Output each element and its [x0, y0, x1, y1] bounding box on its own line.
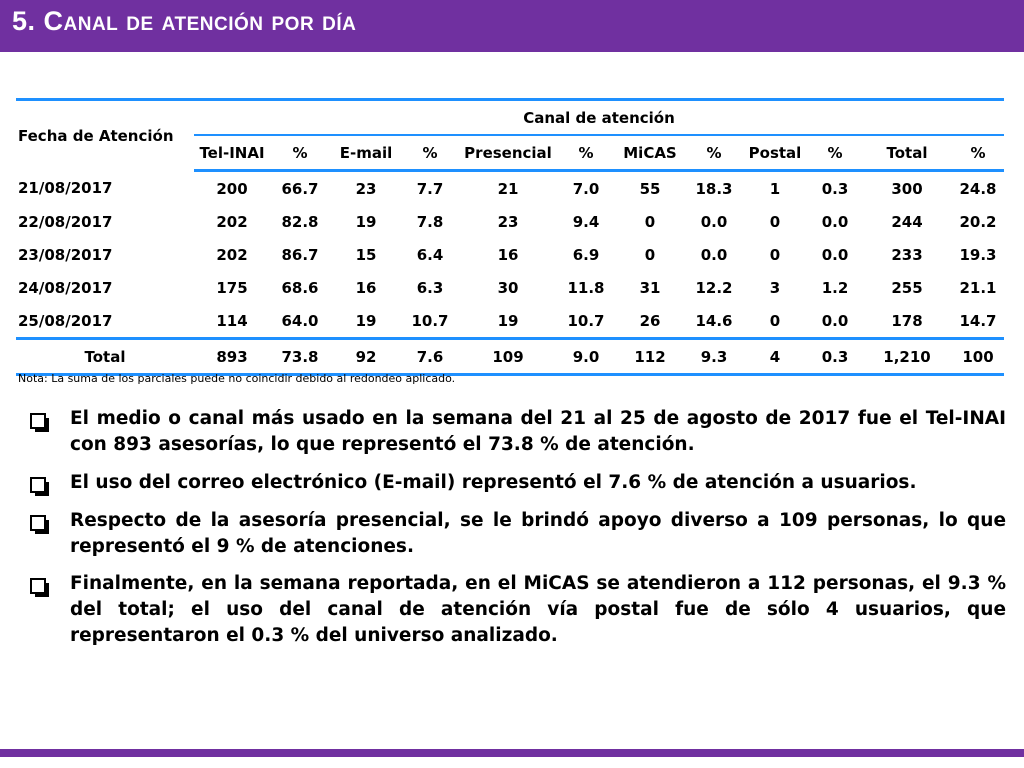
value-cell: 300 — [891, 179, 923, 198]
total-cell: 9.0 — [558, 339, 614, 375]
bullet-item — [28, 470, 1006, 496]
value-cell: 16 — [355, 278, 377, 297]
value-cell: 202 — [216, 212, 248, 231]
value-cell: 0 — [644, 245, 656, 264]
total-cell: 112 — [614, 339, 686, 375]
table-row — [16, 271, 1004, 304]
value-cell: 86.7 — [281, 245, 319, 264]
bullet-text: El uso del correo electrónico (E-mail) representó el 7.6 % de atención a usuarios. — [70, 471, 917, 493]
value-cell: 82.8 — [281, 212, 319, 231]
value-cell: 0.0 — [821, 245, 849, 264]
channel-group-header: Canal de atención — [194, 100, 1004, 136]
value-cell: 23 — [355, 179, 377, 198]
value-cell: 0.0 — [700, 212, 728, 231]
value-cell: 21.1 — [959, 278, 997, 297]
total-cell: 893 — [194, 339, 270, 375]
value-cell: 233 — [891, 245, 923, 264]
value-cell: 68.6 — [281, 278, 319, 297]
value-cell: 19 — [355, 311, 377, 330]
value-cell: 114 — [216, 311, 248, 330]
value-cell: 18.3 — [695, 179, 733, 198]
table-header-row — [16, 100, 1004, 136]
value-cell: 7.8 — [416, 212, 444, 231]
value-cell: 1.2 — [821, 278, 849, 297]
total-cell: 0.3 — [808, 339, 862, 375]
total-cell: 7.6 — [402, 339, 458, 375]
value-cell: 24.8 — [959, 179, 997, 198]
column-header: MiCAS — [614, 135, 686, 171]
checkbox-bullet-icon — [30, 477, 46, 493]
table-row — [16, 171, 1004, 206]
value-cell: 21 — [497, 179, 519, 198]
value-cell: 20.2 — [959, 212, 997, 231]
total-label: Total — [16, 339, 194, 375]
value-cell: 0.3 — [821, 179, 849, 198]
value-cell: 30 — [497, 278, 519, 297]
column-header: Presencial — [458, 135, 558, 171]
column-header: Tel-INAI — [194, 135, 270, 171]
value-cell: 6.4 — [416, 245, 444, 264]
header-bar — [0, 0, 1024, 52]
value-cell: 6.9 — [572, 245, 600, 264]
value-cell: 55 — [639, 179, 661, 198]
table-row — [16, 304, 1004, 339]
value-cell: 178 — [891, 311, 923, 330]
checkbox-bullet-icon — [30, 515, 46, 531]
value-cell: 0 — [769, 212, 781, 231]
bullet-list — [28, 406, 1006, 661]
checkbox-bullet-icon — [30, 413, 46, 429]
value-cell: 0 — [769, 311, 781, 330]
table-row — [16, 238, 1004, 271]
table-body — [16, 171, 1004, 339]
total-cell: 4 — [742, 339, 808, 375]
date-cell: 22/08/2017 — [18, 212, 113, 231]
value-cell: 9.4 — [572, 212, 600, 231]
value-cell: 11.8 — [567, 278, 605, 297]
value-cell: 1 — [769, 179, 781, 198]
value-cell: 7.0 — [572, 179, 600, 198]
column-header: Total — [862, 135, 952, 171]
bullet-item — [28, 508, 1006, 560]
footer-bar — [0, 749, 1024, 757]
date-cell: 24/08/2017 — [18, 278, 113, 297]
column-header: % — [558, 135, 614, 171]
column-header: % — [808, 135, 862, 171]
channel-table — [16, 98, 1004, 376]
value-cell: 0.0 — [700, 245, 728, 264]
column-header: % — [952, 135, 1004, 171]
total-cell: 100 — [952, 339, 1004, 375]
value-cell: 202 — [216, 245, 248, 264]
total-cell: 73.8 — [270, 339, 330, 375]
date-cell: 21/08/2017 — [18, 178, 113, 197]
value-cell: 0.0 — [821, 212, 849, 231]
bullet-item — [28, 571, 1006, 649]
value-cell: 7.7 — [416, 179, 444, 198]
value-cell: 66.7 — [281, 179, 319, 198]
value-cell: 10.7 — [411, 311, 449, 330]
column-header: E-mail — [330, 135, 402, 171]
value-cell: 16 — [497, 245, 519, 264]
value-cell: 0.0 — [821, 311, 849, 330]
date-cell: 25/08/2017 — [18, 311, 113, 330]
bullet-text: El medio o canal más usado en la semana del 21 al 25 de agosto de 2017 fue el Tel-INAI con 893 asesorías, lo que representó el 73.8 % de atención. — [70, 408, 1006, 455]
value-cell: 3 — [769, 278, 781, 297]
table-row — [16, 205, 1004, 238]
checkbox-bullet-icon — [30, 578, 46, 594]
date-cell: 23/08/2017 — [18, 245, 113, 264]
value-cell: 19.3 — [959, 245, 997, 264]
total-cell: 9.3 — [686, 339, 742, 375]
value-cell: 31 — [639, 278, 661, 297]
value-cell: 64.0 — [281, 311, 319, 330]
value-cell: 19 — [497, 311, 519, 330]
value-cell: 0 — [644, 212, 656, 231]
column-header: % — [402, 135, 458, 171]
value-cell: 10.7 — [567, 311, 605, 330]
value-cell: 12.2 — [695, 278, 733, 297]
bullet-text: Respecto de la asesoría presencial, se le brindó apoyo diverso a 109 personas, lo que representó el 9 % de atenciones. — [70, 509, 1006, 557]
column-header: % — [686, 135, 742, 171]
value-cell: 6.3 — [416, 278, 444, 297]
total-cell: 109 — [458, 339, 558, 375]
column-header: Postal — [742, 135, 808, 171]
value-cell: 244 — [891, 212, 923, 231]
slide-title: 5. Canal de atención por día — [12, 6, 357, 36]
total-cell: 92 — [330, 339, 402, 375]
column-header: % — [270, 135, 330, 171]
value-cell: 15 — [355, 245, 377, 264]
value-cell: 0 — [769, 245, 781, 264]
bullet-text: Finalmente, en la semana reportada, en el MiCAS se atendieron a 112 personas, el 9.3 % del total; el uso del canal de atención vía postal fue de sólo 4 usuarios, que representaron el 0.3 % del universo analizado. — [70, 573, 1006, 647]
value-cell: 175 — [216, 278, 248, 297]
value-cell: 23 — [497, 212, 519, 231]
table-note: Nota: La suma de los parciales puede no coincidir debido al redondeo aplicado. — [18, 372, 456, 385]
total-cell: 1,210 — [862, 339, 952, 375]
value-cell: 255 — [891, 278, 923, 297]
value-cell: 200 — [216, 179, 248, 198]
value-cell: 14.7 — [959, 311, 997, 330]
bullet-item — [28, 406, 1006, 458]
total-row — [16, 339, 1004, 375]
value-cell: 26 — [639, 311, 661, 330]
value-cell: 14.6 — [695, 311, 733, 330]
value-cell: 19 — [355, 212, 377, 231]
date-column-header: Fecha de Atención — [16, 100, 194, 171]
